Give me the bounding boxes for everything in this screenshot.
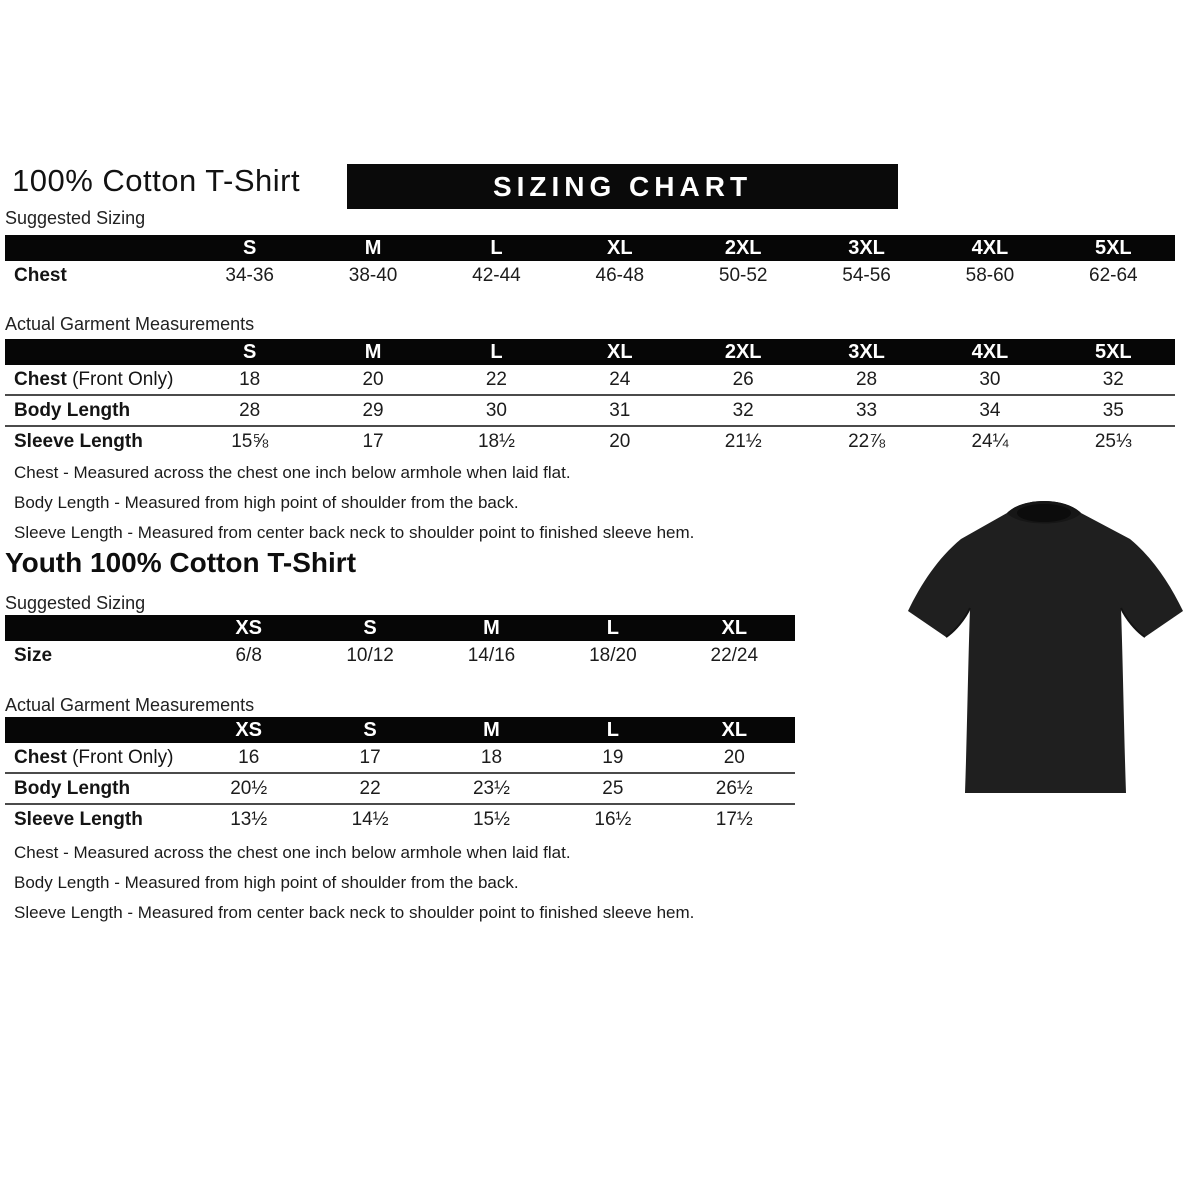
size-column-header: S: [188, 235, 311, 261]
adult-actual-measurements-label: Actual Garment Measurements: [5, 314, 255, 334]
note-chest: Chest - Measured across the chest one inch below armhole when laid flat.: [14, 463, 571, 482]
measurement-value: 16½: [552, 804, 673, 834]
measurement-value: 24¼: [928, 426, 1051, 456]
measurement-value: 50-52: [718, 264, 768, 286]
size-column-header: 3XL: [805, 339, 928, 365]
size-column-header: 4XL: [928, 339, 1051, 365]
row-label: Size: [14, 644, 53, 666]
row-label: Body Length: [5, 395, 188, 426]
measurement-value: 28: [188, 395, 311, 426]
size-column-header: 2XL: [682, 235, 805, 261]
measurement-value: 46-48: [595, 264, 645, 286]
measurement-value: 22: [485, 368, 507, 390]
measurement-value: 20: [723, 746, 745, 768]
table-row: [5, 261, 1175, 290]
measurement-value: 18/20: [589, 644, 637, 666]
measurement-value: 54-56: [842, 264, 891, 286]
measurement-value: 26: [732, 368, 754, 390]
row-label: Sleeve Length: [5, 804, 188, 834]
page-title: 100% Cotton T-Shirt: [12, 163, 301, 198]
measurement-value: 21½: [682, 426, 805, 456]
measurement-value: 29: [311, 395, 434, 426]
youth-suggested-sizing-label: Suggested Sizing: [5, 593, 146, 613]
size-column-header: S: [309, 615, 430, 641]
measurement-value: 25: [552, 773, 673, 804]
measurement-value: 32: [682, 395, 805, 426]
note-sleeve-length: Sleeve Length - Measured from center back neck to shoulder point to finished sleeve hem.: [14, 903, 695, 922]
table-corner-cell: [5, 615, 188, 641]
adult-suggested-sizing-table: [5, 235, 1175, 290]
measurement-value: 58-60: [965, 264, 1015, 286]
measurement-value: 34-36: [225, 264, 274, 286]
row-label: Chest (Front Only): [14, 746, 174, 768]
table-row: [5, 743, 795, 773]
size-column-header: XL: [558, 339, 681, 365]
size-column-header: 4XL: [928, 235, 1051, 261]
measurement-value: 26½: [674, 773, 795, 804]
size-column-header: XL: [674, 615, 795, 641]
measurement-value: 19: [602, 746, 624, 768]
size-column-header: M: [311, 339, 434, 365]
measurement-value: 6/8: [235, 644, 262, 666]
size-column-header: L: [435, 235, 558, 261]
size-column-header: 5XL: [1052, 235, 1175, 261]
size-column-header: L: [552, 717, 673, 743]
measurement-value: 18: [239, 368, 261, 390]
size-column-header: L: [435, 339, 558, 365]
measurement-value: 62-64: [1089, 264, 1138, 286]
adult-actual-measurements-table: [5, 339, 1175, 456]
note-sleeve-length: Sleeve Length - Measured from center back neck to shoulder point to finished sleeve hem.: [14, 523, 695, 542]
measurement-value: 22: [309, 773, 430, 804]
table-corner-cell: [5, 339, 188, 365]
measurement-value: 14½: [309, 804, 430, 834]
measurement-value: 32: [1102, 368, 1124, 390]
table-row: [5, 773, 795, 804]
table-row: [5, 804, 795, 834]
note-chest: Chest - Measured across the chest one inch below armhole when laid flat.: [14, 843, 571, 862]
size-column-header: XL: [674, 717, 795, 743]
table-corner-cell: [5, 717, 188, 743]
youth-actual-measurements-table: [5, 717, 795, 834]
adult-measurement-notes: [14, 458, 694, 548]
measurement-value: 16: [238, 746, 260, 768]
youth-actual-measurements-label: Actual Garment Measurements: [5, 695, 255, 715]
measurement-value: 23½: [431, 773, 552, 804]
measurement-value: 42-44: [472, 264, 521, 286]
measurement-value: 20½: [188, 773, 309, 804]
measurement-value: 38-40: [348, 264, 398, 286]
measurement-value: 25⅓: [1052, 426, 1175, 456]
measurement-value: 35: [1052, 395, 1175, 426]
measurement-value: 20: [558, 426, 681, 456]
table-row: [5, 641, 795, 670]
size-column-header: 5XL: [1052, 339, 1175, 365]
measurement-value: 22⅞: [805, 426, 928, 456]
size-column-header: 2XL: [682, 339, 805, 365]
measurement-value: 20: [362, 368, 384, 390]
tshirt-photo: [893, 487, 1195, 802]
measurement-value: 30: [979, 368, 1001, 390]
size-column-header: XS: [188, 615, 309, 641]
row-label: Chest: [14, 264, 67, 286]
size-column-header: S: [188, 339, 311, 365]
measurement-value: 15½: [431, 804, 552, 834]
size-column-header: 3XL: [805, 235, 928, 261]
measurement-value: 30: [435, 395, 558, 426]
note-body-length: Body Length - Measured from high point of shoulder from the back.: [14, 493, 519, 512]
measurement-value: 31: [558, 395, 681, 426]
sizing-chart-banner: [347, 164, 898, 209]
table-row: [5, 426, 1175, 456]
table-row: [5, 395, 1175, 426]
tshirt-body-shape: [908, 501, 1183, 793]
adult-suggested-sizing-label: Suggested Sizing: [5, 208, 146, 228]
measurement-value: 22/24: [710, 644, 759, 666]
measurement-value: 24: [609, 368, 631, 390]
measurement-value: 34: [928, 395, 1051, 426]
measurement-value: 18½: [435, 426, 558, 456]
table-corner-cell: [5, 235, 188, 261]
youth-measurement-notes: [14, 838, 694, 928]
youth-suggested-sizing-table: [5, 615, 795, 670]
row-label: Chest (Front Only): [14, 368, 174, 390]
measurement-value: 17: [311, 426, 434, 456]
sizing-chart-banner-label: SIZING CHART: [492, 170, 753, 202]
youth-section-title: Youth 100% Cotton T-Shirt: [5, 547, 357, 578]
note-body-length: Body Length - Measured from high point of shoulder from the back.: [14, 873, 519, 892]
measurement-value: 18: [480, 746, 503, 768]
row-label: Sleeve Length: [5, 426, 188, 456]
size-column-header: XL: [558, 235, 681, 261]
size-column-header: M: [311, 235, 434, 261]
size-column-header: L: [552, 615, 673, 641]
table-row: [5, 365, 1175, 395]
row-label: Body Length: [5, 773, 188, 804]
measurement-value: 13½: [188, 804, 309, 834]
size-column-header: S: [309, 717, 430, 743]
measurement-value: 14/16: [467, 644, 516, 666]
measurement-value: 15⅝: [188, 426, 311, 456]
size-column-header: XS: [188, 717, 309, 743]
measurement-value: 28: [855, 368, 878, 390]
measurement-value: 10/12: [346, 644, 394, 666]
measurement-value: 17½: [674, 804, 795, 834]
measurement-value: 17: [359, 746, 381, 768]
tshirt-neck-hole: [1017, 504, 1071, 522]
size-column-header: M: [431, 615, 552, 641]
measurement-value: 33: [805, 395, 928, 426]
size-column-header: M: [431, 717, 552, 743]
